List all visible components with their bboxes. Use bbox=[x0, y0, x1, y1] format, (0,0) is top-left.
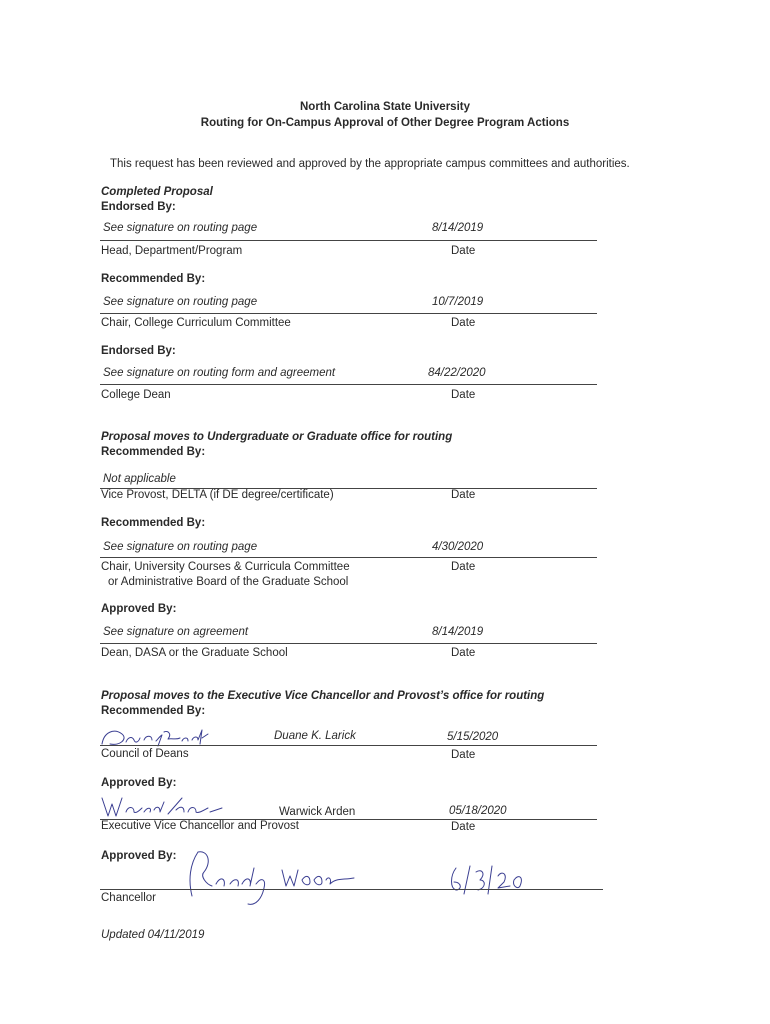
completed-proposal-heading: Completed Proposal bbox=[101, 186, 213, 198]
role-label-8: Executive Vice Chancellor and Provost bbox=[101, 820, 299, 832]
recommended-by-heading-7: Recommended By: bbox=[101, 705, 206, 717]
role-label-9: Chancellor bbox=[101, 892, 156, 904]
routing-note-1: Proposal moves to Undergraduate or Graduate office for routing bbox=[101, 431, 453, 443]
chancellor-signature-image bbox=[178, 840, 368, 910]
signature-text-1: See signature on routing page bbox=[103, 222, 258, 234]
date-value-7: 5/15/2020 bbox=[447, 731, 499, 743]
date-value-2: 10/7/2019 bbox=[432, 296, 484, 308]
signature-text-6: See signature on agreement bbox=[103, 626, 249, 638]
role-label-4: Vice Provost, DELTA (if DE degree/certificate) bbox=[101, 489, 334, 501]
signature-line-1 bbox=[100, 240, 597, 241]
role-label-7: Council of Deans bbox=[101, 748, 189, 760]
signer-name-8: Warwick Arden bbox=[279, 806, 356, 818]
routing-note-2: Proposal moves to the Executive Vice Chancellor and Provost’s office for routing bbox=[101, 690, 545, 702]
signature-line-7 bbox=[100, 745, 597, 746]
signature-line-3 bbox=[100, 384, 597, 385]
signer-name-7: Duane K. Larick bbox=[274, 730, 356, 742]
document-title: North Carolina State University bbox=[300, 101, 470, 113]
approved-by-heading-9: Approved By: bbox=[101, 850, 177, 862]
role-label-1: Head, Department/Program bbox=[101, 245, 243, 257]
date-value-1: 8/14/2019 bbox=[432, 222, 484, 234]
arden-signature-image bbox=[98, 792, 228, 820]
chancellor-date-image bbox=[446, 862, 536, 896]
date-label-8: Date bbox=[451, 821, 476, 833]
approved-by-heading-6: Approved By: bbox=[101, 603, 177, 615]
signature-line-9 bbox=[100, 889, 603, 890]
document-subtitle: Routing for On-Campus Approval of Other Degree Program Actions bbox=[200, 117, 570, 129]
recommended-by-heading-5: Recommended By: bbox=[101, 517, 206, 529]
signature-text-5: See signature on routing page bbox=[103, 541, 258, 553]
date-label-5: Date bbox=[451, 561, 476, 573]
date-value-8: 05/18/2020 bbox=[449, 805, 507, 817]
signature-text-2: See signature on routing page bbox=[103, 296, 258, 308]
date-label-2: Date bbox=[451, 317, 476, 329]
signature-line-5 bbox=[100, 557, 597, 558]
endorsed-by-heading-1: Endorsed By: bbox=[101, 201, 176, 213]
role-label-5a: Chair, University Courses & Curricula Committee bbox=[101, 561, 350, 573]
recommended-by-heading-4: Recommended By: bbox=[101, 446, 206, 458]
role-label-5b: or Administrative Board of the Graduate School bbox=[108, 576, 349, 588]
role-label-6: Dean, DASA or the Graduate School bbox=[101, 647, 288, 659]
intro-text: This request has been reviewed and approved by the appropriate campus committees and authorities. bbox=[110, 158, 630, 170]
approved-by-heading-8: Approved By: bbox=[101, 777, 177, 789]
date-label-7: Date bbox=[451, 749, 476, 761]
date-value-3: 84/22/2020 bbox=[428, 367, 486, 379]
date-value-5: 4/30/2020 bbox=[432, 541, 484, 553]
date-label-4: Date bbox=[451, 489, 476, 501]
recommended-by-heading-2: Recommended By: bbox=[101, 273, 206, 285]
signature-line-2 bbox=[100, 313, 597, 314]
date-value-6: 8/14/2019 bbox=[432, 626, 484, 638]
signature-text-4: Not applicable bbox=[103, 473, 176, 485]
role-label-2: Chair, College Curriculum Committee bbox=[101, 317, 291, 329]
updated-footer: Updated 04/11/2019 bbox=[101, 929, 205, 941]
date-label-1: Date bbox=[451, 245, 476, 257]
date-label-6: Date bbox=[451, 647, 476, 659]
endorsed-by-heading-3: Endorsed By: bbox=[101, 345, 176, 357]
signature-line-6 bbox=[100, 643, 597, 644]
signature-text-3: See signature on routing form and agreement bbox=[103, 367, 336, 379]
role-label-3: College Dean bbox=[101, 389, 171, 401]
date-label-3: Date bbox=[451, 389, 476, 401]
